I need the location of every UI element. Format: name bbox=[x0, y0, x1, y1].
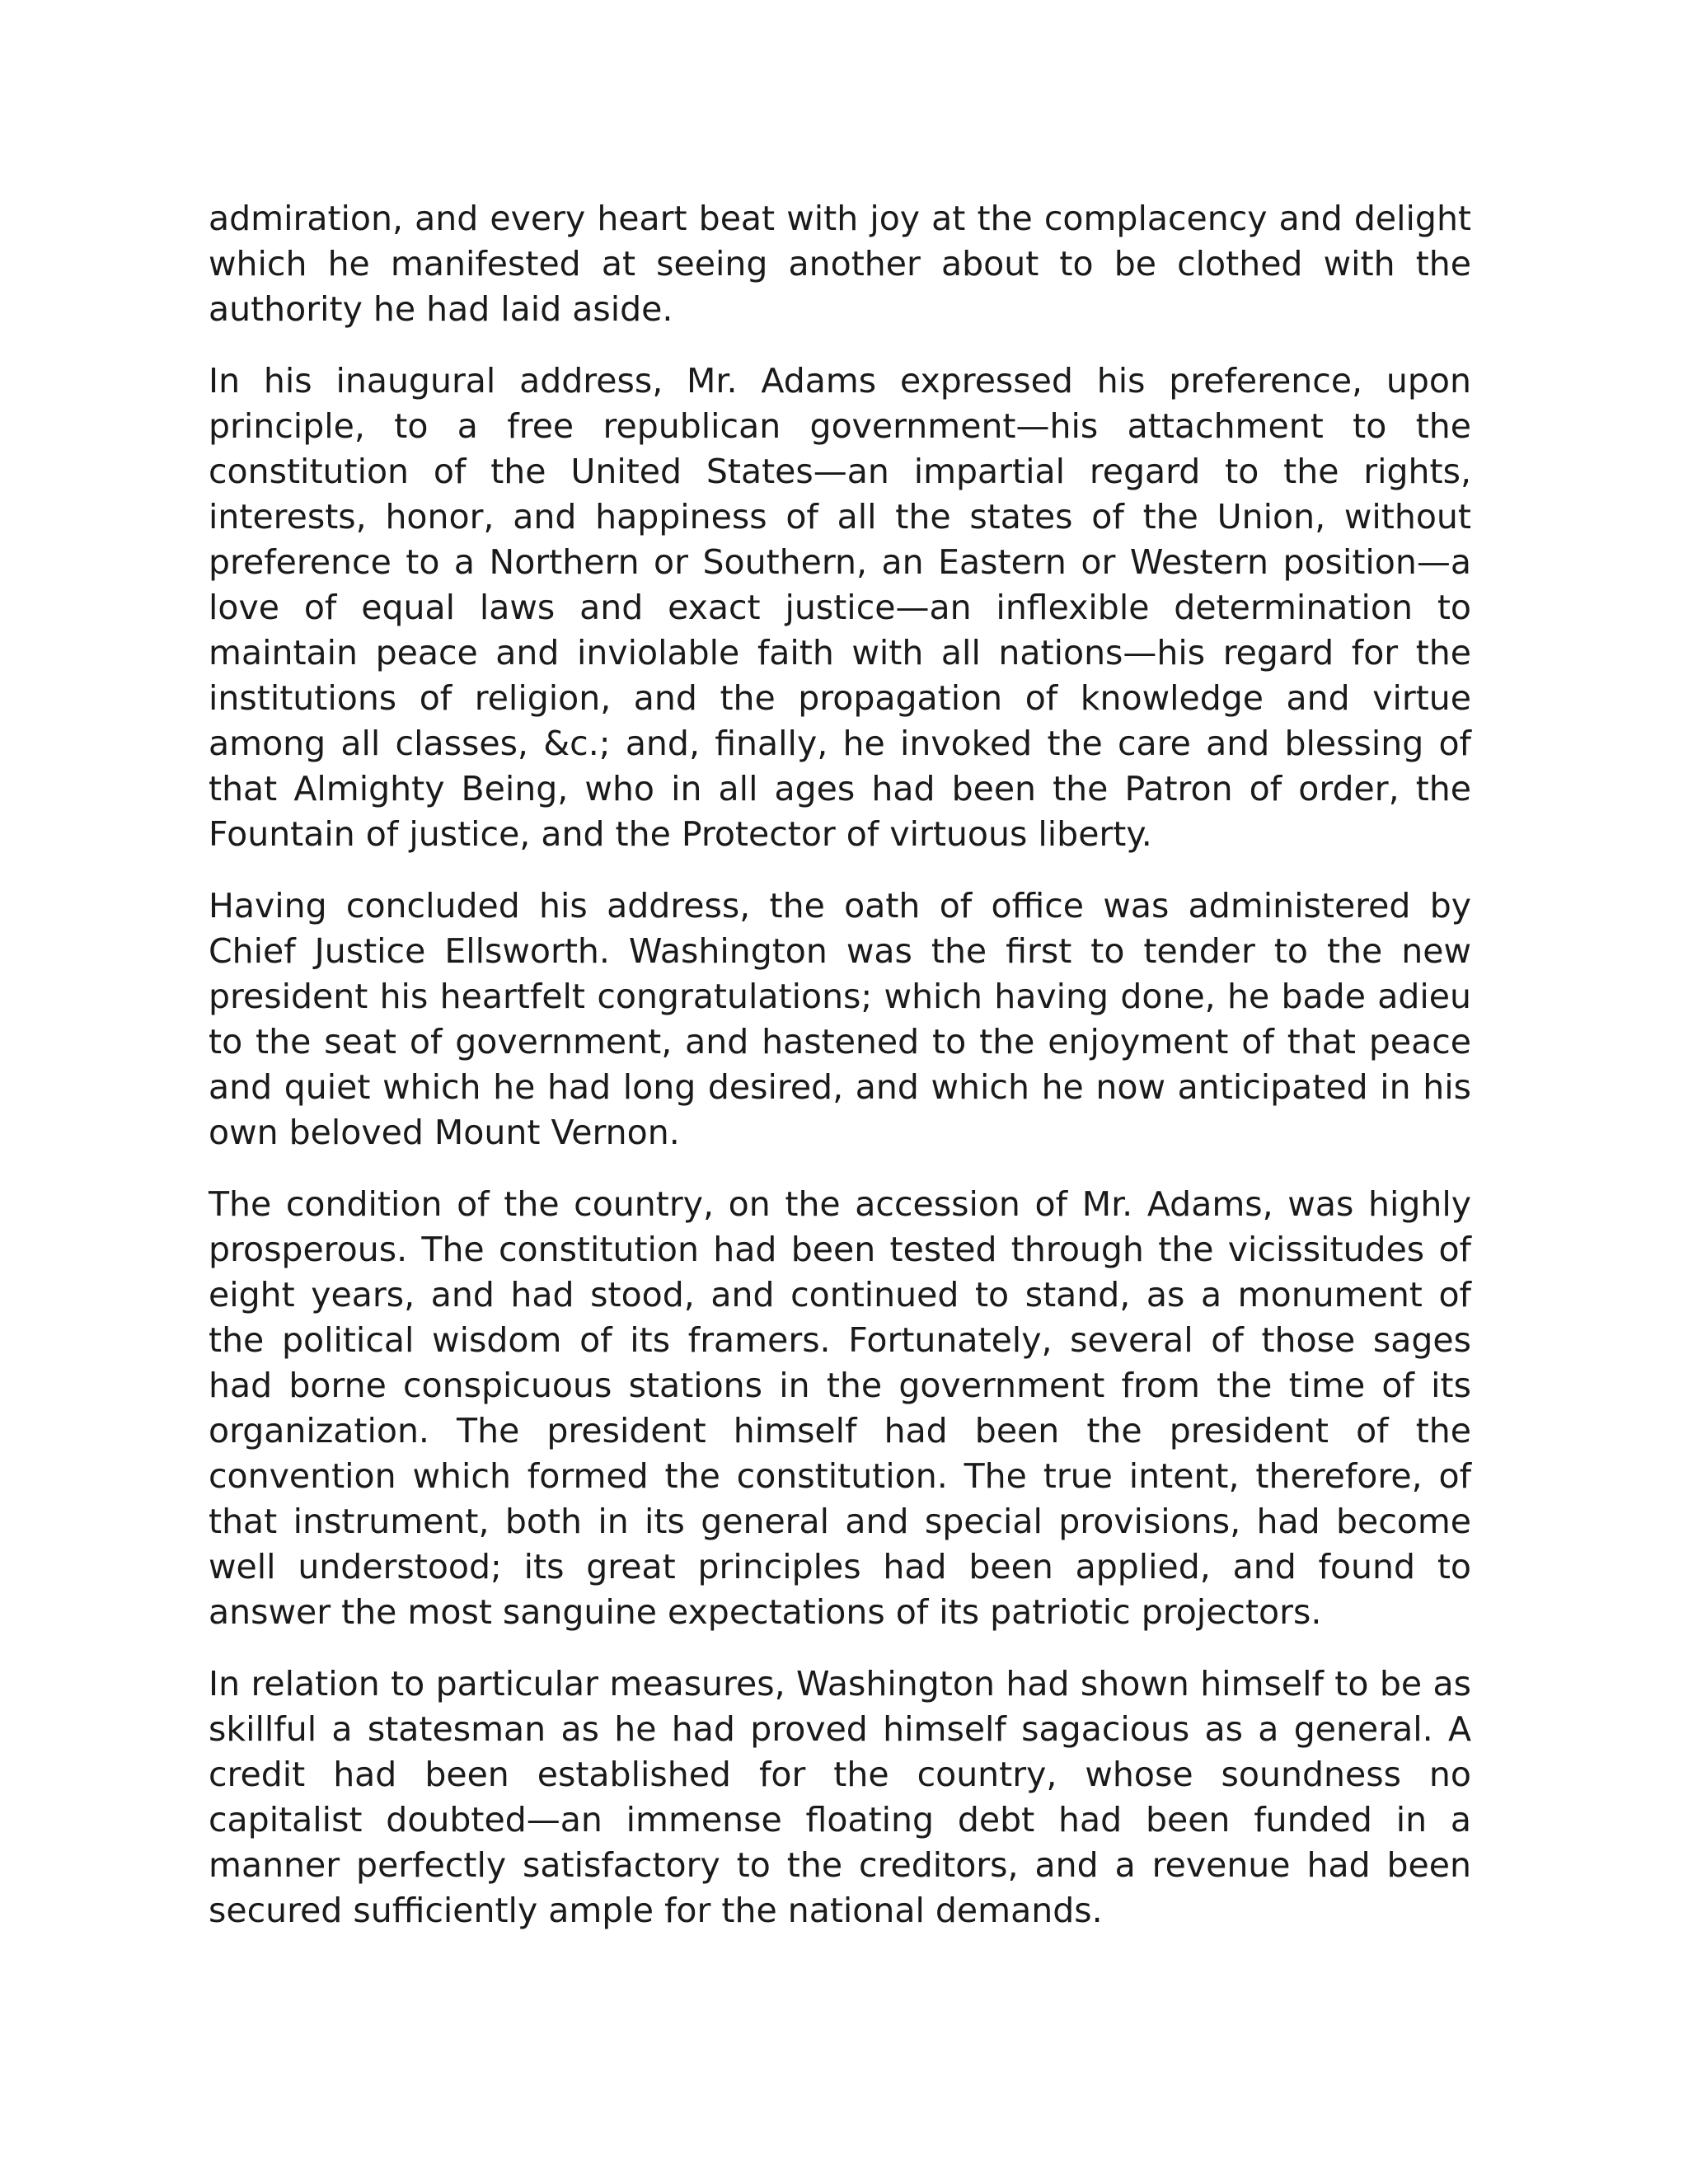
paragraph-particular-measures: In relation to particular measures, Washington had shown himself to be as skillful a statesman as he had proved himself sagacious as a general. A credit had been established for the country, whose soundness no capitalist doubted—an immense floating debt had been funded in a manner perfectly satisfactory to the creditors, and a revenue had been secured sufficiently ample for the national demands. bbox=[209, 1664, 1471, 1930]
paragraph-inaugural-address: In his inaugural address, Mr. Adams expressed his preference, upon principle, to a free republican government—his attachment to the constitution of the United States—an impartial regard to the rights, interests, honor, and happiness of all the states of the Union, without preference to a Northern or Southern, an Eastern or Western position—a love of equal laws and exact justice—an inflexible determination to maintain peace and inviolable faith with all nations—his regard for the institutions of religion, and the propagation of knowledge and virtue among all classes, &c.; and, finally, he invoked the care and blessing of that Almighty Being, who in all ages had been the Patron of order, the Fountain of justice, and the Protector of virtuous liberty. bbox=[209, 361, 1471, 854]
paragraph-oath-of-office: Having concluded his address, the oath of office was administered by Chief Justice Ellsworth. Washington was the first to tender to the new president his heartfelt congratulations; which having done, he bade adieu to the seat of government, and hastened to the enjoyment of that peace and quiet which he had long desired, and which he now anticipated in his own beloved Mount Vernon. bbox=[209, 886, 1471, 1152]
paragraph-condition-of-country: The condition of the country, on the accession of Mr. Adams, was highly prosperous. The constitution had been tested through the vicissitudes of eight years, and had stood, and continued to stand, as a monument of the political wisdom of its framers. Fortunately, several of those sages had borne conspicuous stations in the government from the time of its organization. The president himself had been the president of the convention which formed the constitution. The true intent, therefore, of that instrument, both in its general and special provisions, had become well understood; its great principles had been applied, and found to answer the most sanguine expectations of its patriotic projectors. bbox=[209, 1184, 1471, 1632]
paragraph-admiration: admiration, and every heart beat with joy at the complacency and delight which he manifested at seeing another about to be clothed with the authority he had laid aside. bbox=[209, 199, 1471, 329]
document-page bbox=[209, 196, 1471, 1933]
